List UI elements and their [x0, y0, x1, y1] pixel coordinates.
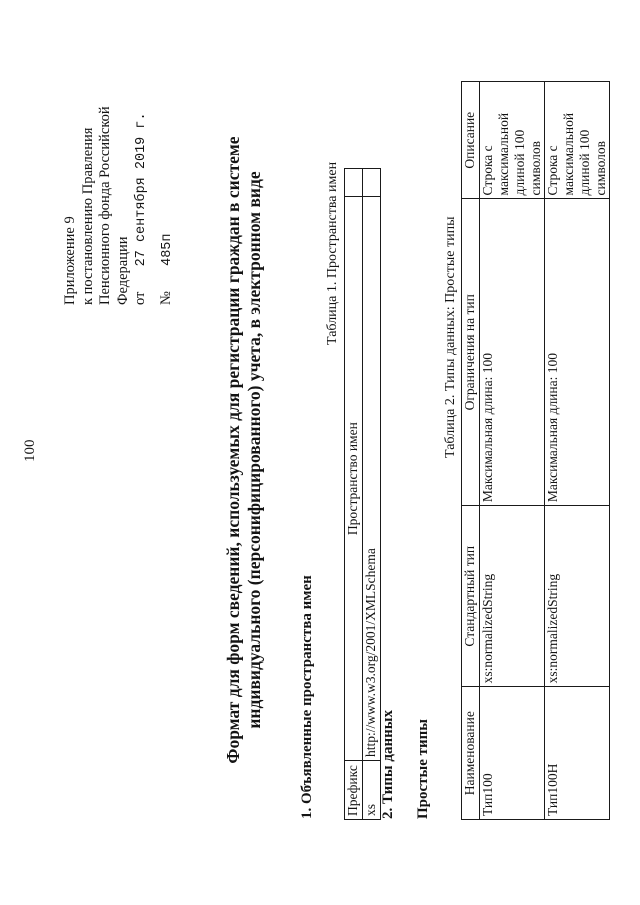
section-heading-data-types: 2. Типы данных — [380, 710, 396, 819]
appendix-decree: к постановлению Правления — [79, 127, 96, 305]
subsection-heading-simple-types: Простые типы — [415, 718, 431, 819]
cell-empty — [363, 169, 381, 197]
appendix-label: Приложение 9 — [62, 216, 78, 305]
number-prefix: № — [157, 291, 174, 305]
table-row — [480, 82, 545, 820]
cell-namespace: http://www.w3.org/2001/XMLSchema — [363, 197, 381, 761]
header-name: Наименование — [462, 687, 480, 820]
cell-name: Тип100Н — [545, 687, 610, 820]
header-namespace: Пространство имен — [345, 197, 363, 761]
simple-types-table — [461, 81, 610, 820]
header-restrictions: Ограничения на тип — [462, 199, 480, 506]
table-header-row — [345, 169, 363, 820]
date-value: 27 сентября 2019 г. — [134, 112, 149, 267]
table-2-caption: Таблица 2. Типы данных: Простые типы — [443, 216, 458, 458]
table-header-row — [462, 82, 480, 820]
cell-standard-type: xs:normalizedString — [545, 506, 610, 687]
appendix-number — [158, 106, 177, 305]
document-title: Формат для форм сведений, используемых для регистрации граждан в системе индивидуального (персонифицированного) учета, в электронном виде — [223, 136, 264, 764]
table-1-caption: Таблица 1. Пространства имен — [325, 161, 340, 345]
namespaces-table — [344, 168, 381, 820]
appendix-federation: Федерации — [114, 236, 131, 305]
table-row — [363, 169, 381, 820]
appendix-block — [62, 106, 176, 305]
table-row — [545, 82, 610, 820]
header-empty — [345, 169, 363, 197]
cell-restriction: Максимальная длина: 100 — [480, 199, 545, 506]
cell-description: Строка с максимальной длиной 100 символов — [545, 82, 610, 199]
date-prefix: от — [132, 291, 148, 305]
cell-restriction: Максимальная длина: 100 — [545, 199, 610, 506]
header-description: Описание — [462, 82, 480, 199]
appendix-board: Пенсионного фонда Российской — [97, 106, 113, 305]
cell-description: Строка с максимальной длиной 100 символов — [480, 82, 545, 199]
header-prefix: Префикс — [345, 761, 363, 820]
page-number: 100 — [22, 439, 38, 462]
cell-standard-type: xs:normalizedString — [480, 506, 545, 687]
cell-prefix: xs — [363, 761, 381, 820]
appendix-date — [132, 106, 151, 305]
header-standard-type: Стандартный тип — [462, 506, 480, 687]
number-value: 485п — [159, 233, 175, 266]
section-heading-namespaces: 1. Объявленные пространства имен — [299, 575, 315, 819]
cell-name: Тип100 — [480, 687, 545, 820]
